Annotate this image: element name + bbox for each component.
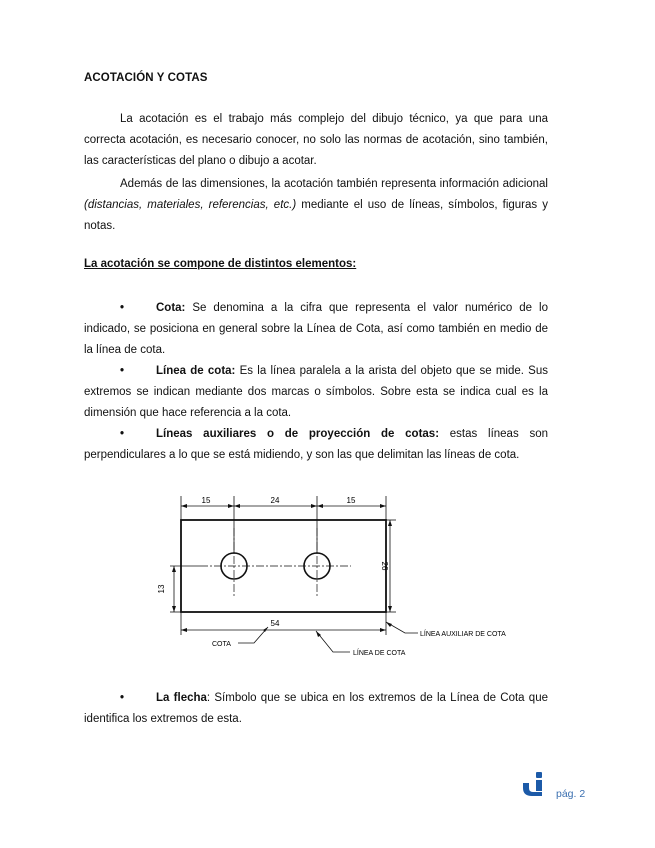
page-number: pág. 2	[556, 788, 586, 800]
bullet-dot: •	[120, 428, 125, 440]
leader-cota	[238, 627, 268, 643]
bullet-item	[84, 361, 548, 424]
footer-logo-icon	[522, 770, 546, 798]
label-aux-line: LÍNEA AUXILIAR DE COTA	[420, 631, 506, 638]
page-title: ACOTACIÓN Y COTAS	[84, 72, 208, 84]
leader-linea	[316, 631, 350, 652]
intro-paragraph-2-start: Además de las dimensiones, la acotación también representa información adicional	[120, 178, 548, 190]
bullet-term: Líneas auxiliares o de proyección de cotas:	[156, 428, 440, 440]
intro-paragraph-1	[84, 109, 548, 172]
intro-paragraph-1-text: La acotación es el trabajo más complejo del dibujo técnico, ya que para una correcta acotación, es necesario conocer, no solo las normas de acotación, sino también, las características del plano o dibujo a acotar.	[84, 113, 548, 167]
bullet-item	[84, 688, 548, 730]
bullet-term: La flecha	[156, 692, 207, 704]
elements-heading: La acotación se compone de distintos elementos:	[84, 258, 357, 270]
bullet-term: Cota:	[156, 302, 186, 314]
dim-top-3: 15	[346, 496, 356, 505]
bullet-text: estas líneas son perpendiculares a lo que se está midiendo, y son las que delimitan las líneas de cota.	[84, 428, 548, 461]
bullet-dot: •	[120, 365, 125, 377]
bullet-text: Es la línea paralela a la arista del objeto que se mide. Sus extremos se indican mediante dos marcas o símbolos. Sobre esta se indica cual es la dimensión que hace referencia a la cota.	[84, 365, 548, 419]
bullet-text: Se denomina a la cifra que representa el valor numérico de lo indicado, se posiciona en general sobre la Línea de Cota, así como también en medio de la línea de cota.	[84, 302, 548, 356]
intro-paragraph-2-italic: (distancias, materiales, referencias, etc.)	[84, 199, 297, 211]
dimensioning-diagram	[150, 490, 530, 670]
label-cota: COTA	[212, 641, 231, 648]
dim-top-1: 15	[201, 496, 211, 505]
bullet-text: : Símbolo que se ubica en los extremos de la Línea de Cota que identifica los extremos de esta.	[84, 692, 548, 725]
bullet-dot: •	[120, 302, 125, 314]
bullet-dot: •	[120, 692, 125, 704]
label-linea-cota: LÍNEA DE COTA	[353, 650, 406, 657]
dim-left: 13	[157, 584, 166, 594]
intro-paragraph-2	[84, 174, 548, 237]
center-lines	[200, 528, 351, 598]
left-extension-lines	[170, 566, 200, 612]
dim-top-2: 24	[270, 496, 280, 505]
bullet-item	[84, 424, 548, 466]
intro-paragraph-2-end: mediante el uso de líneas, símbolos, figuras y notas.	[84, 199, 548, 232]
bottom-extension-lines	[181, 612, 386, 635]
dim-right: 26	[380, 561, 389, 571]
dim-bottom: 54	[270, 619, 280, 628]
bullet-item	[84, 298, 548, 361]
bullet-term: Línea de cota:	[156, 365, 236, 377]
